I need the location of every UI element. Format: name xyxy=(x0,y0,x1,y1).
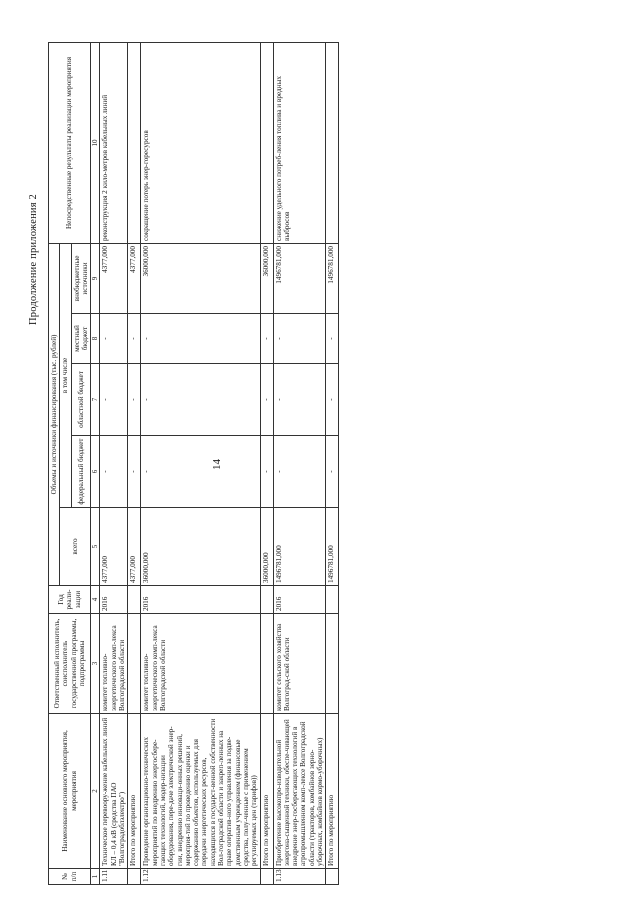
total-row xyxy=(260,42,273,884)
column-number: 1 xyxy=(91,869,100,885)
table-row xyxy=(273,42,326,884)
table-row xyxy=(100,42,128,884)
total-regional: - xyxy=(128,364,141,436)
header-extrabudget: внебюджетные источники xyxy=(71,243,91,313)
continuation-label: Продолжение приложения 2 xyxy=(28,193,39,325)
row-local: - xyxy=(100,314,128,364)
header-regional: областной бюджет xyxy=(71,364,91,436)
header-name: Наименование основного мероприятия, мероприятия xyxy=(49,714,91,869)
row-extrabudget: 4377,000 xyxy=(100,243,128,313)
header-row-1 xyxy=(49,42,60,884)
row-result: снижение удельного потреб-ления топлива и вредных выбросов xyxy=(273,42,326,243)
total-local: - xyxy=(326,314,339,364)
row-year: 2016 xyxy=(273,586,326,614)
column-number: 9 xyxy=(91,243,100,313)
row-year: 2016 xyxy=(100,586,128,614)
rotated-sheet xyxy=(28,25,613,885)
row-result: сокращение потерь энер-горесурсов xyxy=(141,42,260,243)
total-label: Итого по мероприятию xyxy=(260,714,273,869)
column-numbers-row xyxy=(91,42,100,884)
total-sum: 4377,000 xyxy=(128,508,141,586)
row-federal: - xyxy=(273,436,326,508)
column-number: 6 xyxy=(91,436,100,508)
total-label: Итого по мероприятию xyxy=(326,714,339,869)
row-total: 36000,000 xyxy=(141,508,260,586)
header-local: местный бюджет xyxy=(71,314,91,364)
row-name: Приобретение высокопро-изводительной энергона-сыщенной техники, обеспе-чивающей внедрение энер-госберегающих технологий в агропромышленном комп-лексе Волгоградской области (тракторов, комбайнов зерно-уборочных, комбайнов кормо-уборочных) xyxy=(273,714,326,869)
row-regional: - xyxy=(273,364,326,436)
header-funding: Объемы и источники финансирования (тыс. рублей) xyxy=(49,243,60,585)
table-row xyxy=(141,42,260,884)
header-responsible: Ответственный исполнитель, соисполнитель государственной программы, подпрограммы xyxy=(49,614,91,714)
column-number: 7 xyxy=(91,364,100,436)
row-num: 1.13. xyxy=(273,869,326,885)
total-regional: - xyxy=(260,364,273,436)
header-year: Год реали-зации xyxy=(49,586,91,614)
total-regional: - xyxy=(326,364,339,436)
row-name: Проведение организационно-технических мероприятий по внедрению энергосбере-гающих технологий, модер-низации оборудования, пере-даче электрической энер-гии, внедрению инноваци-онных решений, мероприя-тий по проведению оценки и содержанию объектов, используемых для передачи энергетических ресурсов, находящихся в государст-венной собственности Вол-гоградской области и закреп-ленных на праве оператив-ного управления за подве-домственным учреждением (финансовые средства, полу-ченные с применением регулируемых цен (тарифов)) xyxy=(141,714,260,869)
header-num: № п/п xyxy=(49,869,91,885)
total-row xyxy=(128,42,141,884)
column-number: 4 xyxy=(91,586,100,614)
total-local: - xyxy=(128,314,141,364)
row-name: Техническое перевоору-жение кабельных линий КЛ – 0,4 кВ (средства ПАО "Волгоградоблэлектро") xyxy=(100,714,128,869)
row-responsible: комитет топливно-энергетического комп-лекса Волгоградской области xyxy=(100,614,128,714)
row-num: 1.12. xyxy=(141,869,260,885)
row-regional: - xyxy=(141,364,260,436)
row-year: 2016 xyxy=(141,586,260,614)
row-federal: - xyxy=(100,436,128,508)
row-regional: - xyxy=(100,364,128,436)
page-number: 14 xyxy=(211,459,223,470)
total-federal: - xyxy=(128,436,141,508)
row-total: 4377,000 xyxy=(100,508,128,586)
row-total: 1496781,000 xyxy=(273,508,326,586)
total-extrabudget: 1496781,000 xyxy=(326,243,339,313)
row-federal: - xyxy=(141,436,260,508)
row-responsible: комитет сельского хозяйства Волгоград-ской области xyxy=(273,614,326,714)
total-label: Итого по мероприятию xyxy=(128,714,141,869)
column-number: 2 xyxy=(91,714,100,869)
total-federal: - xyxy=(260,436,273,508)
header-total: всего xyxy=(60,508,91,586)
column-number: 8 xyxy=(91,314,100,364)
row-extrabudget: 36000,000 xyxy=(141,243,260,313)
total-row xyxy=(326,42,339,884)
total-local: - xyxy=(260,314,273,364)
row-local: - xyxy=(141,314,260,364)
funding-table xyxy=(48,42,339,885)
row-num: 1.11 xyxy=(100,869,128,885)
total-extrabudget: 4377,000 xyxy=(128,243,141,313)
column-number: 3 xyxy=(91,614,100,714)
header-result: Непосредственные результаты реализации мероприятия xyxy=(49,42,91,243)
total-extrabudget: 36000,000 xyxy=(260,243,273,313)
row-local: - xyxy=(273,314,326,364)
total-sum: 1496781,000 xyxy=(326,508,339,586)
column-number: 10 xyxy=(91,42,100,243)
row-extrabudget: 1496781,000 xyxy=(273,243,326,313)
header-federal: федеральный бюджет xyxy=(71,436,91,508)
row-responsible: комитет топливно-энергетического комп-лекса Волгоградской области xyxy=(141,614,260,714)
header-including: в том числе xyxy=(60,243,71,507)
total-federal: - xyxy=(326,436,339,508)
column-number: 5 xyxy=(91,508,100,586)
total-sum: 36000,000 xyxy=(260,508,273,586)
row-result: реконструкция 2 кило-метров кабельных линий xyxy=(100,42,128,243)
